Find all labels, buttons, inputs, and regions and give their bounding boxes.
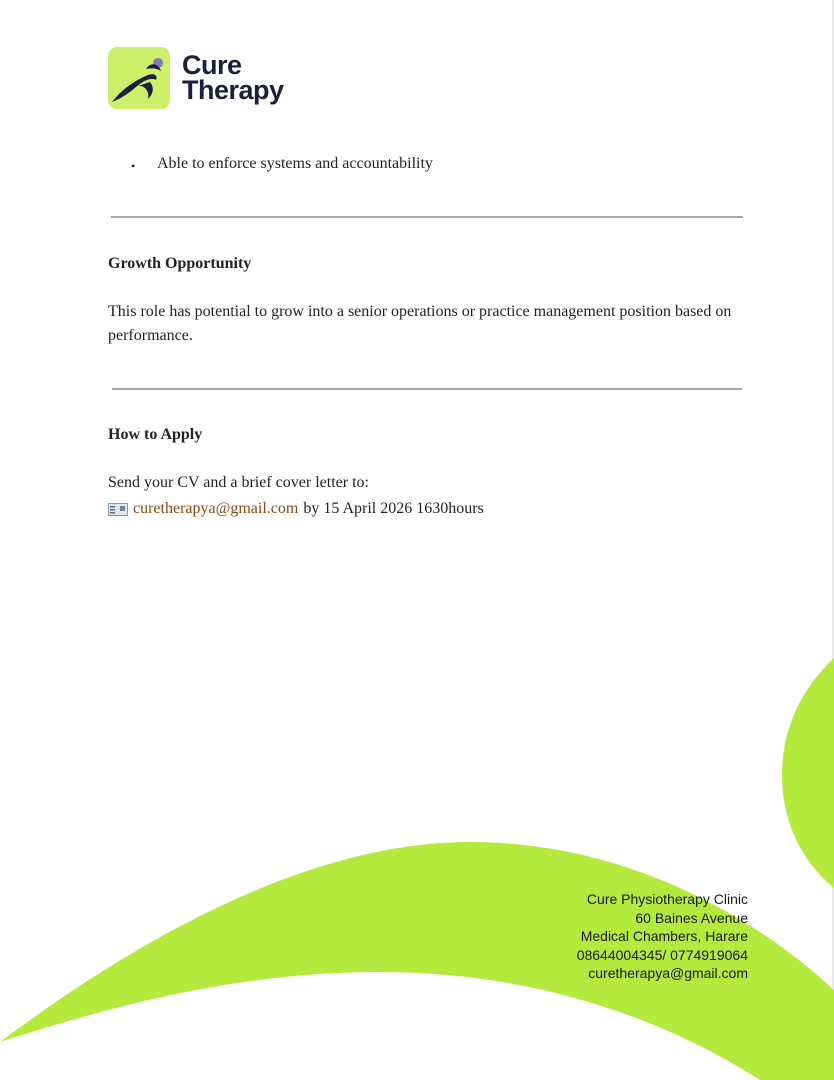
logo-text-line1: Cure — [182, 50, 242, 80]
logo — [108, 47, 284, 109]
growth-text: This role has potential to grow into a senior operations or practice management position based on performance. — [108, 303, 732, 344]
runner-icon — [108, 47, 170, 109]
footer-clinic: Cure Physiotherapy Clinic — [586, 891, 748, 907]
envelope-icon — [108, 503, 128, 516]
footer-address — [577, 890, 748, 983]
right-arc — [782, 658, 834, 888]
email-link[interactable]: curetherapya@gmail.com — [133, 500, 299, 517]
logo-text-line2: Therapy — [182, 75, 284, 105]
divider — [112, 388, 742, 390]
list-item — [131, 155, 433, 177]
growth-heading: Growth Opportunity — [108, 255, 252, 272]
footer-phones: 08644004345/ 0774919064 — [576, 946, 748, 963]
apply-contact-line — [108, 500, 484, 518]
footer-building: Medical Chambers, Harare — [580, 928, 748, 944]
apply-heading: How to Apply — [108, 426, 203, 443]
apply-deadline: by 15 April 2026 1630hours — [303, 500, 484, 517]
bullet-icon: • — [131, 159, 136, 173]
footer-email: curetherapya@gmail.com — [588, 965, 748, 981]
divider — [111, 216, 743, 218]
footer-street: 60 Baines Avenue — [635, 909, 748, 926]
logo-wordmark — [182, 50, 284, 105]
apply-intro: Send your CV and a brief cover letter to: — [108, 474, 369, 491]
list-item-text: Able to enforce systems and accountability — [157, 155, 433, 172]
